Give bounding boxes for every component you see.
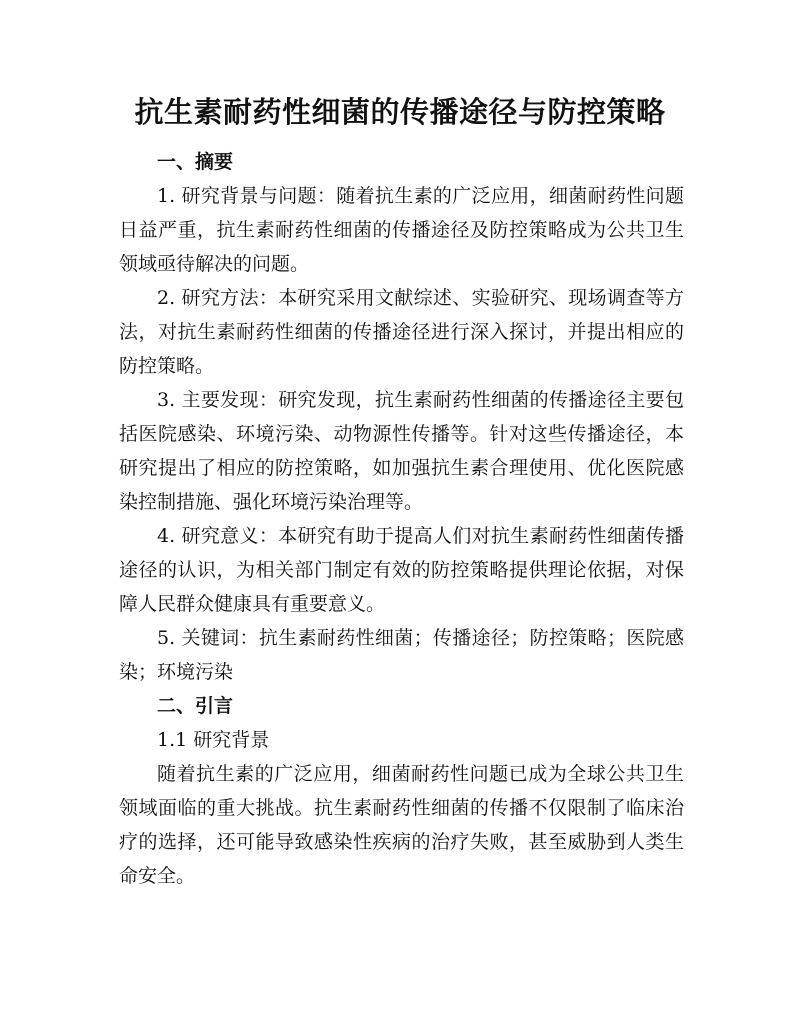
abstract-item-methods: 2. 研究方法：本研究采用文献综述、实验研究、现场调查等方法，对抗生素耐药性细菌的传播途径进行深入探讨，并提出相应的防控策略。	[119, 287, 684, 377]
document-body	[119, 145, 684, 893]
abstract-item-keywords: 5. 关键词：抗生素耐药性细菌；传播途径；防控策略；医院感染；环境污染	[119, 627, 684, 683]
abstract-item-background: 1. 研究背景与问题：随着抗生素的广泛应用，细菌耐药性问题日益严重，抗生素耐药性细菌的传播途径及防控策略成为公共卫生领域亟待解决的问题。	[119, 185, 684, 275]
abstract-heading: 一、摘要	[157, 151, 234, 173]
document-title: 抗生素耐药性细菌的传播途径与防控策略	[134, 95, 666, 129]
introduction-heading: 二、引言	[157, 695, 234, 717]
abstract-item-significance: 4. 研究意义：本研究有助于提高人们对抗生素耐药性细菌传播途径的认识，为相关部门制定有效的防控策略提供理论依据，对保障人民群众健康具有重要意义。	[119, 525, 684, 615]
research-background-subheading: 1.1 研究背景	[157, 729, 270, 751]
introduction-paragraph: 随着抗生素的广泛应用，细菌耐药性问题已成为全球公共卫生领域面临的重大挑战。抗生素耐药性细菌的传播不仅限制了临床治疗的选择，还可能导致感染性疾病的治疗失败，甚至威胁到人类生命安全。	[119, 763, 684, 887]
abstract-item-findings: 3. 主要发现：研究发现，抗生素耐药性细菌的传播途径主要包括医院感染、环境污染、动物源性传播等。针对这些传播途径，本研究提出了相应的防控策略，如加强抗生素合理使用、优化医院感染控制措施、强化环境污染治理等。	[119, 389, 684, 513]
